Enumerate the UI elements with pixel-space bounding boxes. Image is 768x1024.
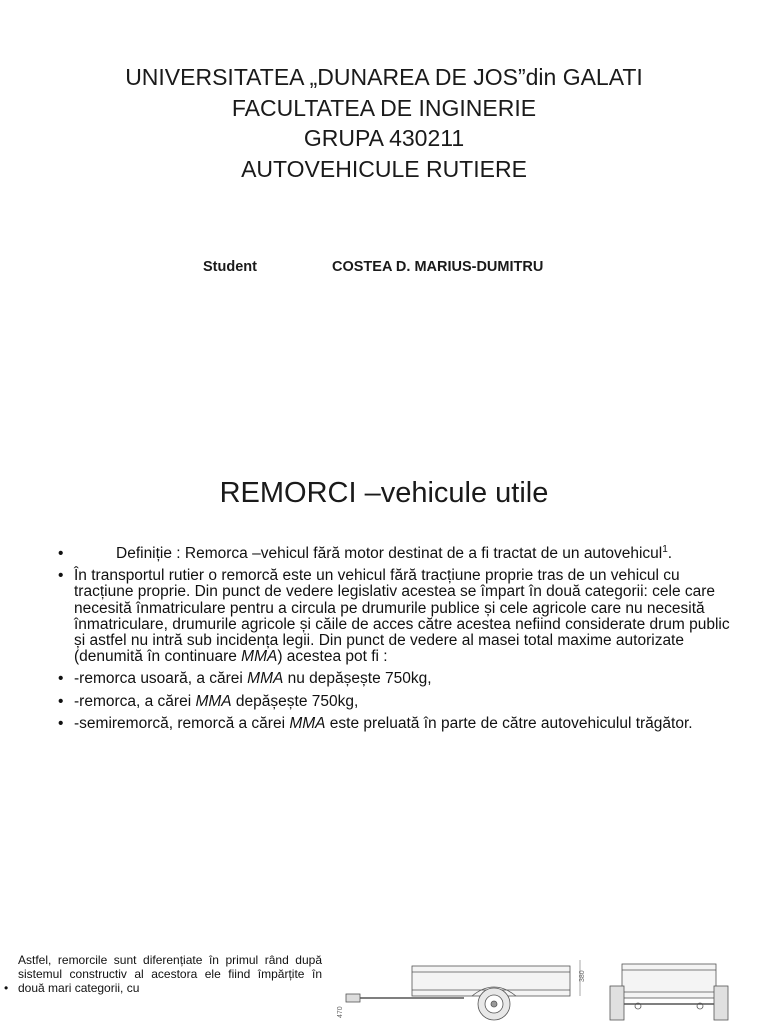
bullet-list — [58, 543, 730, 738]
rear-box-outline — [622, 964, 716, 998]
student-name: COSTEA D. MARIUS-DUMITRU — [332, 259, 544, 275]
bullet-transport — [58, 568, 730, 665]
specialization: AUTOVEHICULE RUTIERE — [241, 155, 527, 182]
bullet-marker: • — [58, 714, 64, 732]
heavy-trailer-text: -remorca, a cărei — [74, 692, 196, 710]
bullet-marker: • — [58, 692, 64, 710]
light-trailer-text-end: nu depășește 750kg, — [283, 670, 432, 688]
transport-text: În transportul rutier o remorcă este un vehicul fără tracțiune proprie tras de un vehicul cu tracțiune proprie. Din punct de vedere legislativ acestea se împart în două categorii: cele care necesită înmatriculare pentru a circula pe drumurile publice și cele agricole care nu necesită înmatriculare, drumurile agricole și căile de acces către acestea nefiind considerate drum public și astfel nu intră sub incidența legii. Din punct de vedere al masei total maxime autorizate (denumită în continuare — [74, 567, 730, 666]
bullet-semitrailer — [58, 716, 730, 732]
mma-abbr: MMA — [247, 670, 284, 688]
faculty-name: FACULTATEA DE INGINERIE — [231, 94, 537, 121]
semitrailer-text: -semiremorcă, remorcă a cărei — [74, 714, 290, 732]
coupling-head — [346, 994, 360, 1002]
bottom-paragraph-text: Astfel, remorcile sunt diferențiate în primul rând după sistemul constructiv al acestora ele fiind împărțite în două mari categorii, cu — [18, 953, 322, 995]
section-heading: REMORCI –vehicule utile — [219, 477, 549, 509]
bullet-marker: • — [58, 567, 64, 585]
definition-text: Definiție : Remorca –vehicul fără motor destinat de a fi tractat de un autovehicul — [116, 545, 663, 562]
mma-abbr: MMA — [241, 648, 278, 666]
mma-abbr: MMA — [289, 714, 326, 732]
height-dimension-label: 380 — [579, 970, 586, 982]
trailer-rear-view-drawing — [604, 952, 736, 1024]
bottom-paragraph — [4, 953, 322, 995]
bullet-marker: • — [4, 981, 9, 995]
bullet-marker: • — [58, 670, 64, 688]
footnote-marker: 1 — [662, 543, 668, 555]
bullet-marker: • — [58, 545, 64, 562]
definition-end: . — [667, 545, 673, 562]
transport-text-end: ) acestea pot fi : — [277, 648, 388, 666]
mma-abbr: MMA — [195, 692, 232, 710]
trailer-side-view-drawing — [332, 952, 594, 1024]
rear-left-wheel — [610, 986, 624, 1020]
bullet-heavy-trailer — [58, 694, 730, 710]
rear-right-wheel — [714, 986, 728, 1020]
group-number: GRUPA 430211 — [303, 125, 465, 151]
bullet-light-trailer — [58, 671, 730, 687]
semitrailer-text-end: este preluată în parte de către autovehiculul trăgător. — [325, 714, 693, 732]
front-dimension-label: 470 — [337, 1006, 344, 1018]
title-block — [0, 62, 768, 184]
university-name: UNIVERSITATEA „DUNAREA DE JOS”din GALATI — [125, 64, 643, 90]
wheel-hub — [491, 1001, 497, 1007]
light-trailer-text: -remorca usoară, a cărei — [74, 670, 248, 688]
heavy-trailer-text-end: depășește 750kg, — [231, 692, 359, 710]
bullet-definition — [58, 543, 730, 562]
student-label: Student — [203, 259, 257, 275]
